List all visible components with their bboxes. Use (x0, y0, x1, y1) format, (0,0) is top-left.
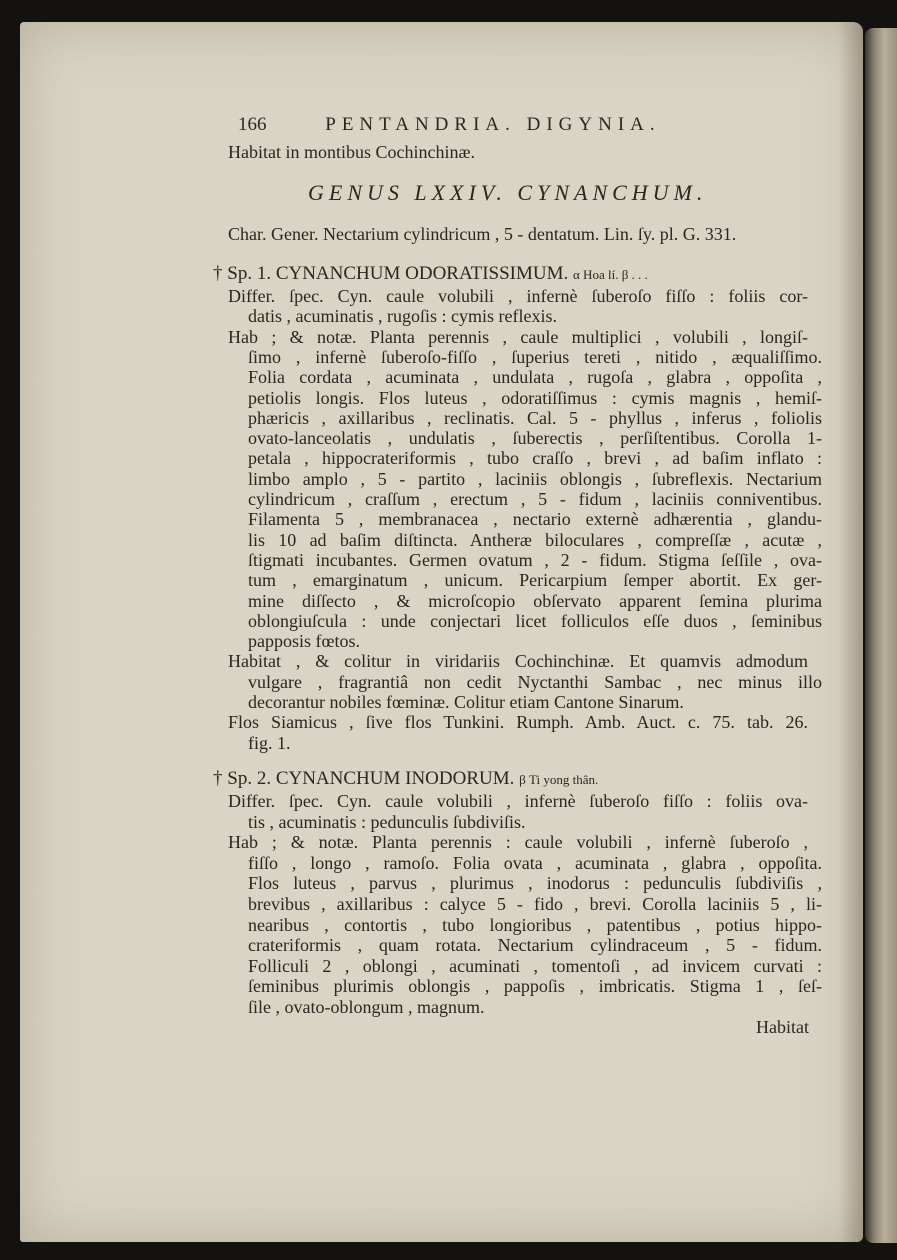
catchword: Habitat (756, 1017, 809, 1037)
species2-line: nearibus , contortis , tubo longioribus , patentibus , potius hippo- (248, 914, 822, 935)
species1-line: Flos Siamicus , ſive flos Tunkini. Rumph. Amb. Auct. c. 75. tab. 26. (228, 712, 808, 733)
species2-line: crateriformis , quam rotata. Nectarium cylindraceum , 5 - fidum. (248, 935, 822, 956)
species1-line: Folia cordata , acuminata , undulata , rugoſa , glabra , oppoſita , (248, 367, 822, 388)
species2-heading (213, 769, 598, 790)
species1-heading (213, 264, 648, 285)
intro-line: Habitat in montibus Cochinchinæ. (228, 142, 475, 162)
species1-line: Hab ; & notæ. Planta perennis , caule multiplici , volubili , longiſ- (228, 326, 808, 347)
species2-line: Folliculi 2 , oblongi , acuminati , tomentoſi , ad invicem curvati : (248, 955, 822, 976)
species2-line: Differ. ſpec. Cyn. caule volubili , infernè ſuberoſo fiſſo : foliis ova- (228, 791, 808, 811)
species1-line: limbo amplo , 5 - partito , laciniis oblongis , ſubreflexis. Nectarium (248, 468, 822, 489)
species2-line: Flos luteus , parvus , plurimus , inodorus : pedunculis ſubdiviſis , (248, 873, 822, 894)
species2-line: Hab ; & notæ. Planta perennis : caule volubili , infernè ſuberoſo , (228, 832, 808, 853)
species1-line: Filamenta 5 , membranacea , nectario externè adhærentia , glandu- (248, 509, 822, 530)
species1-line: papposis fœtos. (248, 631, 360, 652)
page-number: 166 (238, 114, 267, 135)
running-header (238, 114, 661, 136)
species1-line: oblongiuſcula : unde conjectari licet folliculos eſſe duos , ſeminibus (248, 610, 822, 631)
species1-line: fig. 1. (248, 732, 291, 753)
species1-line: phæricis , axillaribus , reclinatis. Cal. 5 - phyllus , inferus , foliolis (248, 407, 822, 428)
species1-line: cylindricum , craſſum , erectum , 5 - fidum , laciniis conniventibus. (248, 489, 822, 509)
species2-line: fiſſo , longo , ramoſo. Folia ovata , acuminata , glabra , oppoſita. (248, 852, 822, 873)
adjacent-page-edge (865, 28, 897, 1243)
species1-vernacular: α Hoa lí. β . . . (573, 267, 648, 282)
species1-line: vulgare , fragrantiâ non cedit Nyctanthi Sambac , nec minus illo (248, 671, 822, 692)
species2-line: tis , acuminatis : pedunculis ſubdiviſis. (248, 811, 526, 832)
species2-line: ſeminibus plurimis oblongis , pappoſis , imbricatis. Stigma 1 , ſeſ- (248, 976, 822, 997)
species1-line: ovato-lanceolatis , undulatis , ſuberectis , perſiſtentibus. Corolla 1- (248, 428, 822, 449)
species1-line: tum , emarginatum , unicum. Pericarpium ſemper abortit. Ex ger- (248, 570, 822, 591)
species1-line: lis 10 ad baſim diſtincta. Antheræ biloculares , compreſſæ , acutæ , (248, 529, 822, 550)
species1-line: ſimo , infernè ſuberoſo-fiſſo , ſuperius tereti , nitido , æqualiſſimo. (248, 346, 822, 367)
species1-title: † Sp. 1. CYNANCHUM ODORATISSIMUM. (213, 263, 569, 284)
running-title: PENTANDRIA. DIGYNIA. (325, 114, 661, 135)
species1-line: petiolis longis. Flos luteus , odoratiſſimus : cymis magnis , hemiſ- (248, 387, 822, 408)
char-gener: Char. Gener. Nectarium cylindricum , 5 - dentatum. Lin. ſy. pl. G. 331. (228, 224, 737, 244)
species1-line: datis , acuminatis , rugoſis : cymis reflexis. (248, 306, 557, 327)
species1-line: Habitat , & colitur in viridariis Cochinchinæ. Et quamvis admodum (228, 651, 808, 672)
species1-line: Differ. ſpec. Cyn. caule volubili , infernè ſuberoſo fiſſo : foliis cor- (228, 286, 808, 306)
species2-line: brevibus , axillaribus : calyce 5 - fido , brevi. Corolla laciniis 5 , li- (248, 894, 822, 914)
species2-title: † Sp. 2. CYNANCHUM INODORUM. (213, 768, 515, 789)
species1-line: mine diſſecto , & microſcopio obſervato apparent ſemina plurima (248, 590, 822, 611)
species1-line: ſtigmati incubantes. Germen ovatum , 2 - fidum. Stigma ſeſſile , ova- (248, 549, 822, 570)
species2-vernacular: β Ti yong thân. (519, 772, 599, 787)
genus-heading: GENUS LXXIV. CYNANCHUM. (308, 180, 708, 205)
species1-line: petala , hippocrateriformis , tubo craſſo , brevi , ad baſim inflato : (248, 448, 822, 469)
species1-line: decorantur nobiles fœminæ. Colitur etiam Cantone Sinarum. (248, 692, 684, 712)
species2-line: ſile , ovato-oblongum , magnum. (248, 997, 485, 1017)
